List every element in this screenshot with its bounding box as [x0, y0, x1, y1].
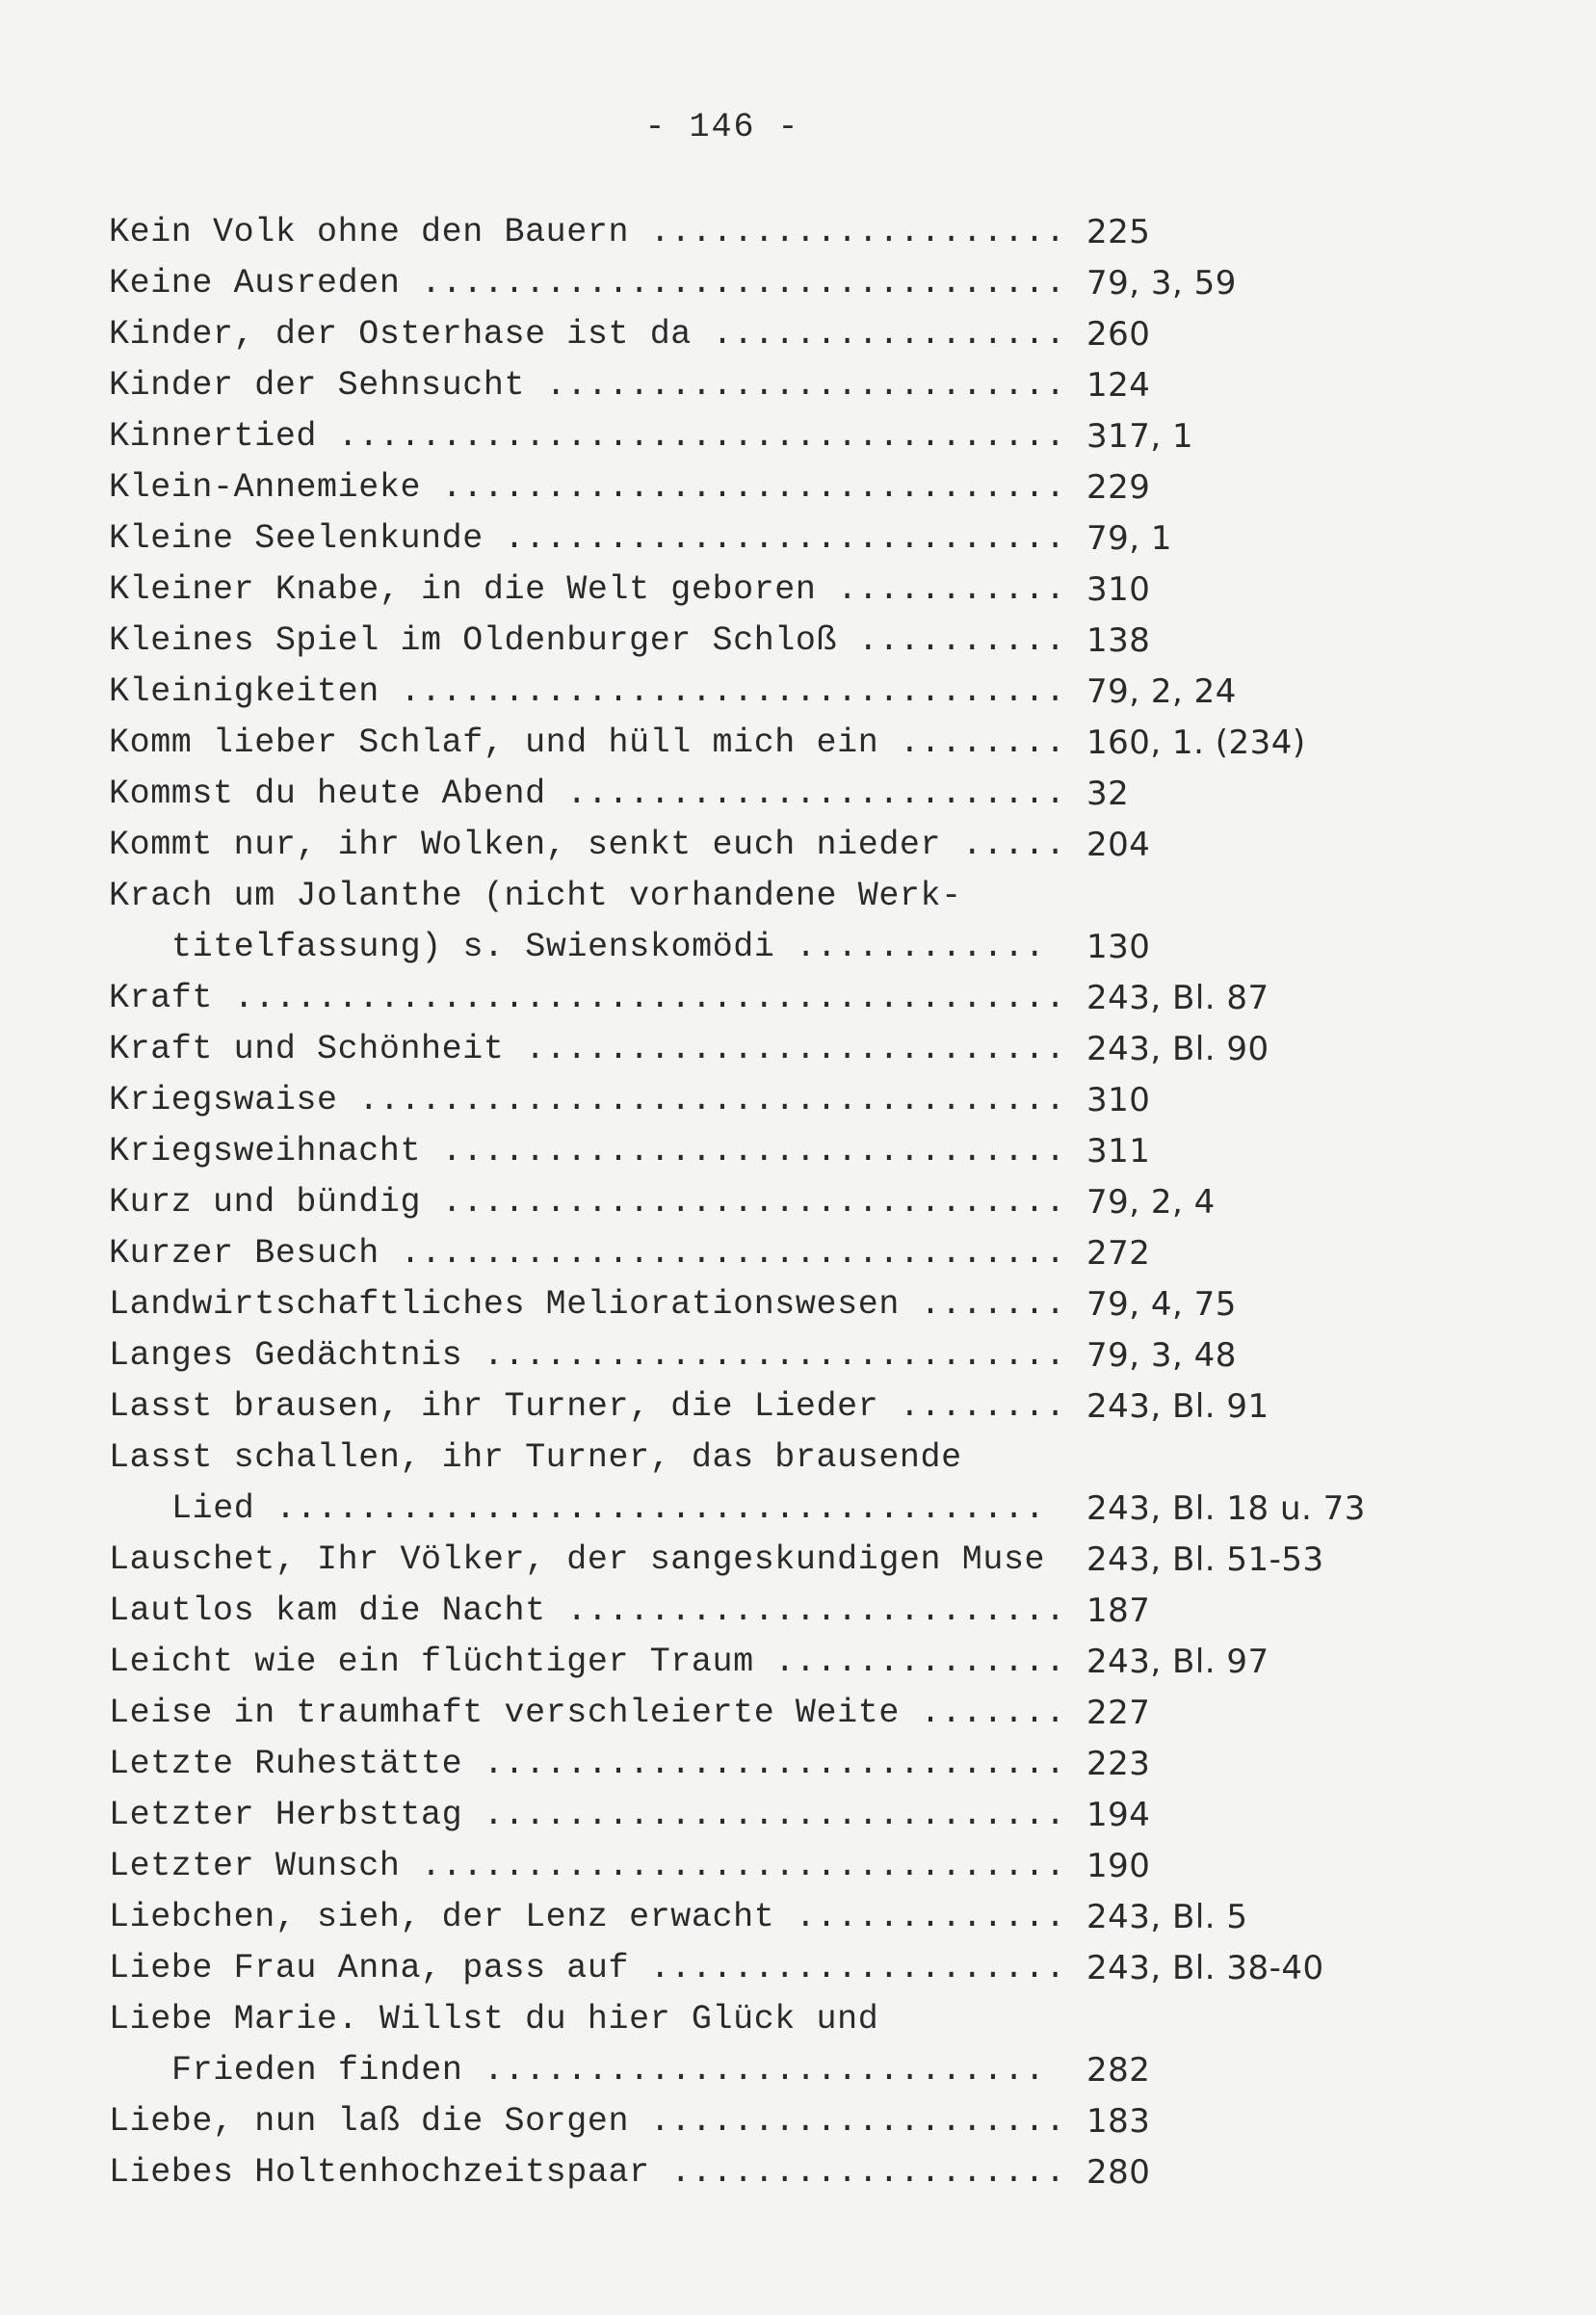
entry-reference: 79, 4, 75: [1086, 1285, 1237, 1324]
entry-reference: 204: [1086, 826, 1151, 864]
entry-title: Komm lieber Schlaf, und hüll mich ein ........: [109, 723, 1066, 762]
entry-reference: 79, 3, 59: [1086, 264, 1237, 303]
entry-title: Leicht wie ein flüchtiger Traum ..............: [109, 1643, 1066, 1681]
entry-title: titelfassung) s. Swienskomödi ............: [171, 928, 1046, 966]
entry-title: Kurzer Besuch ................................: [109, 1234, 1066, 1273]
index-entry: [109, 820, 1477, 871]
entry-reference: 317, 1: [1086, 417, 1194, 456]
entry-title: Kinnertied ...................................: [109, 417, 1066, 456]
entry-title: Lauschet, Ihr Völker, der sangeskundigen Muse: [109, 1540, 1046, 1579]
index-entry: [109, 1484, 1477, 1535]
index-entry: [109, 513, 1477, 565]
entry-title: Kommt nur, ihr Wolken, senkt euch nieder .....: [109, 826, 1066, 864]
entry-reference: 282: [1086, 2051, 1151, 2090]
entry-title: Leise in traumhaft verschleierte Weite .......: [109, 1694, 1066, 1732]
index-entry: [109, 1279, 1477, 1330]
entry-title: Lautlos kam die Nacht ........................: [109, 1592, 1066, 1630]
entry-reference: 79, 1: [1086, 519, 1173, 558]
entry-title: Keine Ausreden ...............................: [109, 264, 1066, 303]
entry-reference: 32: [1086, 775, 1130, 813]
entry-title: Kinder der Sehnsucht .........................: [109, 366, 1066, 405]
index-entry: [109, 1075, 1477, 1126]
entry-reference: 243, Bl. 90: [1086, 1030, 1269, 1068]
index-entry: [109, 1126, 1477, 1177]
entry-reference: 227: [1086, 1694, 1151, 1732]
index-entry: [109, 411, 1477, 462]
entry-reference: 160, 1. (234): [1086, 723, 1306, 762]
entry-reference: 229: [1086, 468, 1151, 507]
entry-title: Liebchen, sieh, der Lenz erwacht .............: [109, 1898, 1066, 1936]
entry-reference: 310: [1086, 570, 1151, 609]
entry-reference: 243, Bl. 97: [1086, 1643, 1269, 1681]
entry-title: Kraft ........................................: [109, 979, 1066, 1017]
entry-reference: 311: [1086, 1132, 1151, 1171]
index-entry: [109, 309, 1477, 360]
index-entry: [109, 922, 1477, 973]
entry-title: Liebes Holtenhochzeitspaar ...................: [109, 2153, 1066, 2192]
entry-title: Kurz und bündig ..............................: [109, 1183, 1066, 1222]
entry-title: Letzte Ruhestätte ............................: [109, 1745, 1066, 1783]
title-index-list: [109, 207, 1477, 2198]
entry-reference: 243, Bl. 38-40: [1086, 1949, 1324, 1987]
entry-reference: 243, Bl. 87: [1086, 979, 1269, 1017]
entry-title: Kein Volk ohne den Bauern ....................: [109, 213, 1066, 251]
entry-reference: 194: [1086, 1796, 1151, 1834]
index-entry: [109, 1381, 1477, 1433]
entry-title: Kriegswaise ..................................: [109, 1081, 1066, 1119]
entry-title: Kriegsweihnacht ..............................: [109, 1132, 1066, 1171]
entry-title: Kleiner Knabe, in die Welt geboren ...........: [109, 570, 1066, 609]
index-entry: [109, 1790, 1477, 1841]
entry-reference: 124: [1086, 366, 1151, 405]
entry-title: Landwirtschaftliches Meliorationswesen .......: [109, 1285, 1066, 1324]
entry-reference: 243, Bl. 5: [1086, 1898, 1248, 1936]
entry-title: Kraft und Schönheit ..........................: [109, 1030, 1066, 1068]
index-entry: [109, 1637, 1477, 1688]
entry-reference: 79, 2, 24: [1086, 672, 1237, 711]
entry-title: Kleinigkeiten ................................: [109, 672, 1066, 711]
entry-title: Kinder, der Osterhase ist da .................: [109, 315, 1066, 354]
index-entry: [109, 1535, 1477, 1586]
entry-title: Liebe Marie. Willst du hier Glück und: [109, 2000, 879, 2039]
entry-reference: 130: [1086, 928, 1151, 966]
index-entry: [109, 1739, 1477, 1790]
entry-title: Liebe Frau Anna, pass auf ....................: [109, 1949, 1066, 1987]
entry-reference: 183: [1086, 2102, 1151, 2141]
entry-title: Lasst schallen, ihr Turner, das brausende: [109, 1438, 962, 1477]
index-entry: [109, 1330, 1477, 1381]
entry-reference: 79, 3, 48: [1086, 1336, 1237, 1375]
index-entry: [109, 1228, 1477, 1279]
entry-reference: 310: [1086, 1081, 1151, 1119]
index-entry: [109, 1994, 1477, 2045]
entry-reference: 223: [1086, 1745, 1151, 1783]
entry-reference: 243, Bl. 18 u. 73: [1086, 1489, 1366, 1528]
entry-reference: 260: [1086, 315, 1151, 354]
index-entry: [109, 871, 1477, 922]
entry-title: Letzter Herbsttag ............................: [109, 1796, 1066, 1834]
index-entry: [109, 2147, 1477, 2198]
entry-title: Kleines Spiel im Oldenburger Schloß ..........: [109, 621, 1066, 660]
index-entry: [109, 258, 1477, 309]
entry-title: Liebe, nun laß die Sorgen ....................: [109, 2102, 1066, 2141]
index-entry: [109, 1177, 1477, 1228]
entry-reference: 272: [1086, 1234, 1151, 1273]
entry-reference: 243, Bl. 51-53: [1086, 1540, 1324, 1579]
index-entry: [109, 565, 1477, 616]
entry-reference: 190: [1086, 1847, 1151, 1885]
entry-title: Lied .....................................: [171, 1489, 1046, 1528]
index-entry: [109, 1688, 1477, 1739]
index-entry: [109, 718, 1477, 769]
entry-reference: 280: [1086, 2153, 1151, 2192]
entry-reference: 138: [1086, 621, 1151, 660]
entry-reference: 187: [1086, 1592, 1151, 1630]
entry-title: Letzter Wunsch ...............................: [109, 1847, 1066, 1885]
page-number: - 146 -: [644, 108, 800, 146]
index-entry: [109, 1433, 1477, 1484]
index-entry: [109, 207, 1477, 258]
entry-title: Frieden finden ...........................: [171, 2051, 1046, 2090]
index-entry: [109, 667, 1477, 718]
index-entry: [109, 1586, 1477, 1637]
entry-reference: 243, Bl. 91: [1086, 1387, 1269, 1426]
index-entry: [109, 1024, 1477, 1075]
index-entry: [109, 1892, 1477, 1943]
entry-title: Kommst du heute Abend ........................: [109, 775, 1066, 813]
index-entry: [109, 1841, 1477, 1892]
entry-title: Krach um Jolanthe (nicht vorhandene Werk-: [109, 877, 962, 915]
index-entry: [109, 1943, 1477, 1994]
entry-reference: 225: [1086, 213, 1151, 251]
index-entry: [109, 769, 1477, 820]
index-entry: [109, 462, 1477, 513]
entry-reference: 79, 2, 4: [1086, 1183, 1216, 1222]
index-entry: [109, 2045, 1477, 2096]
entry-title: Langes Gedächtnis ............................: [109, 1336, 1066, 1375]
entry-title: Lasst brausen, ihr Turner, die Lieder ........: [109, 1387, 1066, 1426]
index-entry: [109, 2096, 1477, 2147]
entry-title: Klein-Annemieke ..............................: [109, 468, 1066, 507]
entry-title: Kleine Seelenkunde ...........................: [109, 519, 1066, 558]
index-entry: [109, 616, 1477, 667]
index-entry: [109, 360, 1477, 411]
index-entry: [109, 973, 1477, 1024]
